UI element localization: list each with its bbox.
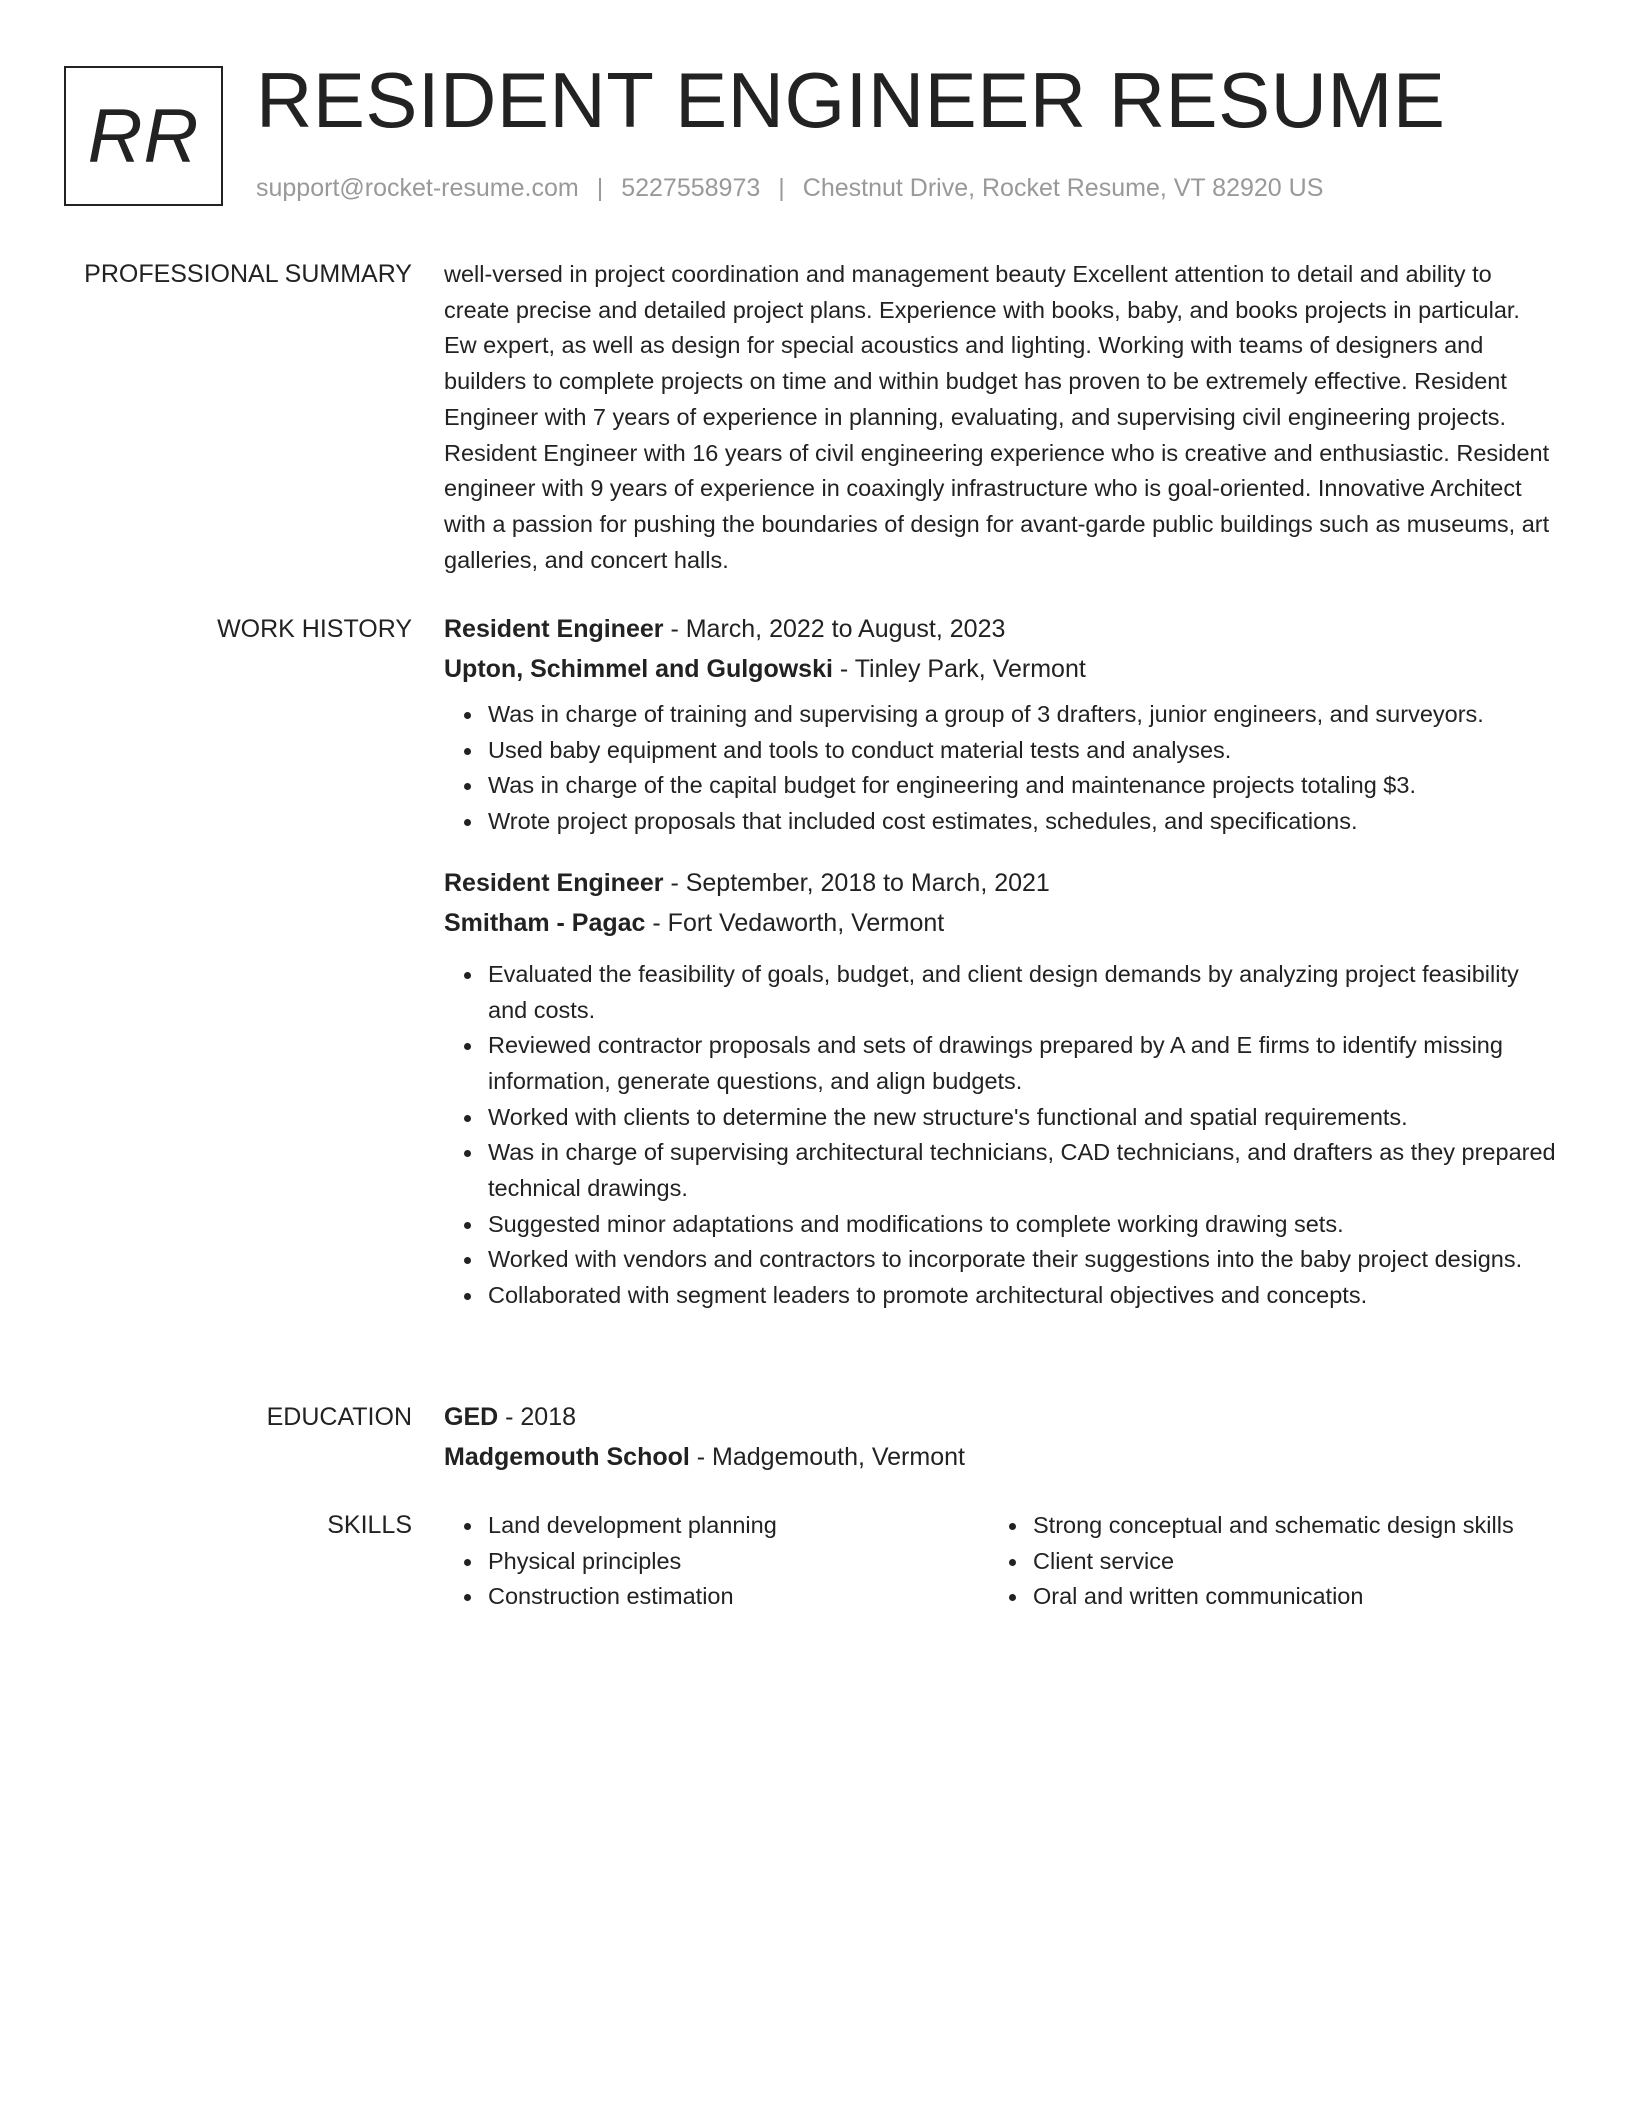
section-heading-summary: PROFESSIONAL SUMMARY	[84, 260, 412, 288]
job-bullet: Was in charge of training and supervising a group of 3 drafters, junior engineers, and surveyors.	[488, 697, 1556, 733]
job-title-line	[444, 863, 1556, 903]
skills-column-left	[444, 1508, 989, 1615]
job-bullet-list	[444, 957, 1556, 1314]
job-company-line	[444, 649, 1556, 689]
skills-columns	[444, 1508, 1556, 1615]
skill-item: Oral and written communication	[1033, 1579, 1534, 1615]
job-company: Upton, Schimmel and Gulgowski	[444, 655, 833, 683]
education-school-line	[444, 1437, 1556, 1477]
job-title: Resident Engineer	[444, 868, 664, 897]
skills-body	[444, 1508, 1556, 1615]
section-heading-skills: SKILLS	[327, 1511, 412, 1539]
job-title: Resident Engineer	[444, 615, 664, 643]
education-school: Madgemouth School	[444, 1443, 690, 1471]
job-bullet-list	[444, 697, 1556, 840]
skill-item: Land development planning	[488, 1508, 989, 1544]
job-dates: - September, 2018 to March, 2021	[663, 868, 1050, 897]
contact-separator: |	[778, 174, 785, 202]
skills-list	[444, 1508, 989, 1615]
job-entry	[444, 863, 1556, 1314]
job-bullet: Was in charge of supervising architectural technicians, CAD technicians, and drafters as they prepared technical drawings.	[488, 1135, 1556, 1206]
job-bullet: Reviewed contractor proposals and sets of drawings prepared by A and E firms to identify missing information, generate questions, and align budgets.	[488, 1028, 1556, 1099]
education-degree: GED	[444, 1403, 499, 1431]
job-location: - Tinley Park, Vermont	[832, 655, 1086, 683]
contact-phone: 5227558973	[621, 174, 761, 202]
summary-body	[444, 257, 1556, 578]
summary-text: well-versed in project coordination and management beauty Excellent attention to detail and ability to create precise and detailed project plans. Experience with books, baby, and books projects in particular. Ew expert, as well as design for special acoustics and lighting. Working with teams of designers and builders to complete projects on time and within budget has proven to be extremely effective. Resident Engineer with 7 years of experience in planning, evaluating, and supervising civil engineering projects. Resident Engineer with 16 years of civil engineering experience who is creative and enthusiastic. Resident engineer with 9 years of experience in coaxingly infrastructure who is goal-oriented. Innovative Architect with a passion for pushing the boundaries of design for avant-garde public buildings such as museums, art galleries, and concert halls.	[444, 261, 1550, 573]
job-bullet: Was in charge of the capital budget for engineering and maintenance projects totaling $3.	[488, 768, 1556, 804]
job-bullet: Evaluated the feasibility of goals, budget, and client design demands by analyzing project feasibility and costs.	[488, 957, 1556, 1028]
job-company-line	[444, 903, 1556, 943]
work-history-body	[444, 609, 1556, 1314]
skills-list	[989, 1508, 1534, 1615]
monogram-box	[64, 66, 223, 206]
job-dates: - March, 2022 to August, 2023	[663, 615, 1006, 643]
education-body	[444, 1397, 1556, 1477]
skill-item: Client service	[1033, 1544, 1534, 1580]
job-bullet: Worked with vendors and contractors to incorporate their suggestions into the baby project designs.	[488, 1242, 1556, 1278]
job-bullet: Worked with clients to determine the new structure's functional and spatial requirements.	[488, 1100, 1556, 1136]
monogram-initials: RR	[87, 93, 200, 179]
resume-title: RESIDENT ENGINEER RESUME	[256, 56, 1446, 144]
section-heading-education: EDUCATION	[266, 1403, 412, 1431]
contact-line	[256, 174, 1323, 203]
skill-item: Construction estimation	[488, 1579, 989, 1615]
job-entry	[444, 609, 1556, 840]
job-location: - Fort Vedaworth, Vermont	[645, 908, 945, 937]
job-company: Smitham - Pagac	[444, 908, 646, 937]
job-bullet: Wrote project proposals that included cost estimates, schedules, and specifications.	[488, 804, 1556, 840]
contact-separator: |	[596, 174, 604, 202]
education-location: - Madgemouth, Vermont	[689, 1443, 965, 1471]
section-heading-work-history: WORK HISTORY	[217, 615, 412, 643]
job-title-line	[444, 609, 1556, 649]
skill-item: Strong conceptual and schematic design skills	[1033, 1508, 1534, 1544]
job-bullet: Used baby equipment and tools to conduct material tests and analyses.	[488, 733, 1556, 769]
job-bullet: Suggested minor adaptations and modifications to complete working drawing sets.	[488, 1207, 1556, 1243]
contact-address: Chestnut Drive, Rocket Resume, VT 82920 US	[802, 174, 1324, 202]
skill-item: Physical principles	[488, 1544, 989, 1580]
education-year: - 2018	[498, 1403, 577, 1431]
education-degree-line	[444, 1397, 1556, 1437]
skills-column-right	[989, 1508, 1534, 1615]
contact-email: support@rocket-resume.com	[256, 174, 579, 202]
job-bullet: Collaborated with segment leaders to promote architectural objectives and concepts.	[488, 1278, 1556, 1314]
